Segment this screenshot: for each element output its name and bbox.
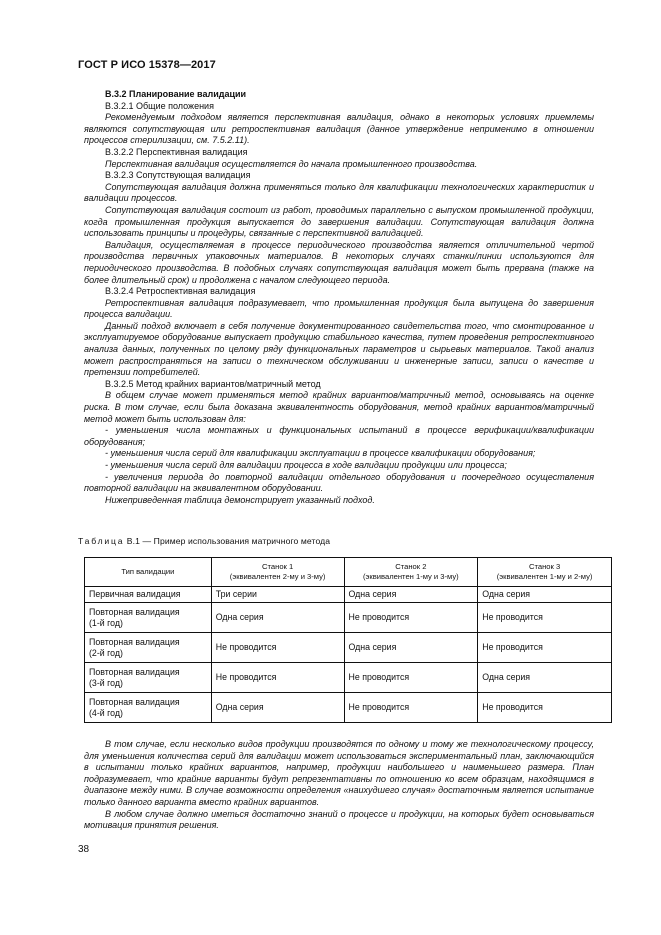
list-item: - уменьшения числа серий для квалификации эксплуатации в процессе квалификации оборудования;	[105, 448, 536, 459]
header-validation-type: Тип валидации	[85, 558, 212, 587]
subsection-heading-b321: В.3.2.1 Общие положения	[105, 100, 214, 111]
table-row	[85, 693, 612, 723]
paragraph-b325-2: Нижеприведенная таблица демонстрирует указанный подход.	[105, 494, 375, 505]
paragraph-b323-2: Сопутствующая валидация состоит из работ, проводимых параллельно с выпуском промышленной продукции, когда промышленная продукция выпускается до завершения валидации. Сопутствующая валидация должна использовать принципы и процедуры, связанные с перспективной валидацией.	[84, 204, 594, 239]
after-table-body	[84, 739, 594, 832]
section-body	[84, 89, 594, 506]
paragraph-b321: Рекомендуемым подходом является перспективная валидация, однако в некоторых условиях приемлемы являются сопутствующая или ретроспективная валидация (данное утверждение неприменимо в отношении процессов стерилизации, см. 7.5.2.11).	[84, 112, 594, 146]
table-cell: Одна серия	[211, 603, 344, 633]
table-caption-text: В.1 — Пример использования матричного метода	[126, 536, 331, 546]
table-cell: Не проводится	[344, 663, 478, 693]
table-cell: Одна серия	[211, 693, 344, 723]
list-item: - увеличения периода до повторной валидации отдельного оборудования и поочередного осуществления повторной валидации на эквивалентном оборудовании.	[84, 471, 594, 494]
list-item: - уменьшения числа серий для валидации процесса в ходе валидации продукции или процесса;	[105, 460, 507, 470]
table-cell: Одна серия	[344, 587, 478, 603]
paragraph-b323-3: Валидация, осуществляемая в процессе периодического производства является отличительной чертой производства первичных упаковочных материалов. В некоторых случаях станки/линии используются для периодического производства. В подобных случаях сопутствующая валидация может быть прервана (также на более длительный срок) и продолжена с началом следующего периода.	[84, 239, 594, 285]
header-machine-3-text: Станок 3 (эквивалентен 1-му и 2-му)	[496, 561, 593, 581]
table-caption-prefix: Таблица	[78, 536, 125, 546]
header-machine-1-text: Станок 1 (эквивалентен 2-му и 3-му)	[229, 561, 326, 581]
paragraph-after-2: В любом случае должно иметься достаточно знаний о процессе и продукции, на которых будет основываться мотивация принятия решения.	[84, 808, 594, 831]
list-item: - уменьшения числа монтажных и функциональных испытаний в процессе верификации/квалификации оборудования;	[84, 425, 594, 447]
table-cell: Не проводится	[211, 633, 344, 663]
table-cell: Три серии	[211, 587, 344, 603]
table-cell: Не проводится	[478, 603, 612, 633]
document-header: ГОСТ Р ИСО 15378—2017	[78, 59, 216, 71]
paragraph-after-1: В том случае, если несколько видов продукции производятся по одному и тому же технологическому процессу, для уменьшения количества серий для валидации может использоваться экспериментальный план, заключающийся в испытании только крайних вариантов, например, продукции наибольшего и наименьшего размера. План подразумевает, что крайние варианты будут репрезентативны по отношению ко всем образцам, находящимся в диапазоне между ними. В случае возможности определения «наихудшего случая» достаточным является испытание только данного варианта вместо крайних вариантов.	[84, 739, 594, 807]
table-cell: Не проводится	[344, 693, 478, 723]
table-cell: Одна серия	[344, 633, 478, 663]
page-number: 38	[78, 844, 90, 855]
table-cell: Одна серия	[478, 587, 612, 603]
table-cell: Повторная валидация (4-й год)	[85, 693, 212, 723]
table-row	[85, 663, 612, 693]
subsection-heading-b323: В.3.2.3 Сопутствующая валидация	[105, 170, 251, 181]
paragraph-b324-1: Ретроспективная валидация подразумевает, что промышленная продукция была выпущена до завершения процесса валидации.	[84, 297, 594, 320]
paragraph-b324-2: Данный подход включает в себя получение документированного свидетельства того, что смонтированное и эксплуатируемое оборудование выпускает продукцию стабильного качества, путем проведения ретроспективного анализа данных, полученных по целому ряду функциональных параметров и сырьевых материалов. Такой анализ может распространяться на записи о техническом обслуживании и инженерные записи, записи о качестве и претензии потребителей.	[84, 320, 594, 378]
table-cell: Не проводится	[478, 633, 612, 663]
subsection-heading-b322: В.3.2.2 Перспективная валидация	[105, 146, 248, 157]
table-header-row	[85, 558, 612, 587]
table-cell: Не проводится	[211, 663, 344, 693]
paragraph-b325-1: В общем случае может применяться метод крайних вариантов/матричный метод, основываясь на оценке риска. В том случае, если была доказана эквивалентность оборудования, метод крайних вариантов/матричный метод может быть использован для:	[84, 390, 594, 424]
matrix-table	[84, 557, 612, 723]
table-cell: Повторная валидация (1-й год)	[85, 603, 212, 633]
header-machine-2	[344, 558, 478, 587]
paragraph-b322: Перспективная валидация осуществляется до начала промышленного производства.	[105, 158, 478, 169]
table-cell: Повторная валидация (2-й год)	[85, 633, 212, 663]
table-caption	[78, 536, 330, 548]
subsection-heading-b325: В.3.2.5 Метод крайних вариантов/матричный метод	[105, 378, 321, 389]
table-cell: Одна серия	[478, 663, 612, 693]
table-row	[85, 633, 612, 663]
header-machine-3	[478, 558, 612, 587]
table-cell: Повторная валидация (3-й год)	[85, 663, 212, 693]
paragraph-b323-1: Сопутствующая валидация должна применяться только для квалификации технологических характеристик и валидации процессов.	[84, 181, 594, 204]
header-machine-1	[211, 558, 344, 587]
table-cell: Не проводится	[344, 603, 478, 633]
table-row	[85, 587, 612, 603]
section-heading-b32: В.3.2 Планирование валидации	[105, 89, 247, 99]
header-machine-2-text: Станок 2 (эквивалентен 1-му и 3-му)	[363, 561, 459, 581]
table-row	[85, 603, 612, 633]
table-cell: Не проводится	[478, 693, 612, 723]
subsection-heading-b324: В.3.2.4 Ретроспективная валидация	[105, 286, 256, 297]
table-cell: Первичная валидация	[85, 587, 212, 603]
